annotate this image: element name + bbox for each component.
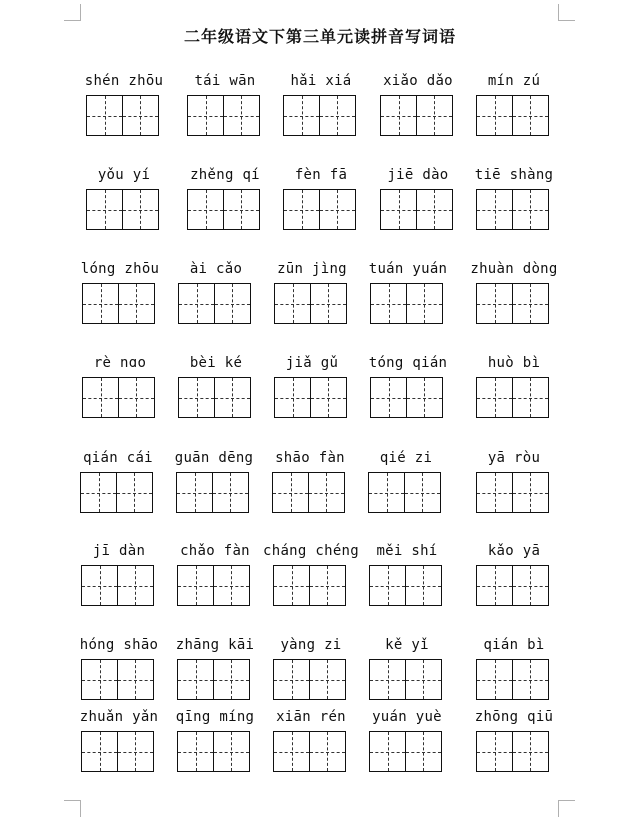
tianzige-cell[interactable] [309, 565, 346, 606]
tianzige-cell[interactable] [416, 189, 453, 230]
writing-boxes [80, 472, 153, 513]
tianzige-cell[interactable] [369, 659, 406, 700]
writing-boxes [476, 377, 549, 418]
tianzige-cell[interactable] [370, 283, 407, 324]
tianzige-cell[interactable] [406, 377, 443, 418]
tianzige-cell[interactable] [310, 377, 347, 418]
pinyin-label: kě yǐ [385, 637, 429, 653]
crop-mark-bottom-left [64, 800, 81, 817]
tianzige-cell[interactable] [405, 731, 442, 772]
tianzige-cell[interactable] [368, 472, 405, 513]
tianzige-cell[interactable] [82, 283, 119, 324]
tianzige-cell[interactable] [476, 731, 513, 772]
tianzige-cell[interactable] [177, 565, 214, 606]
writing-boxes [82, 377, 155, 418]
tianzige-cell[interactable] [308, 472, 345, 513]
writing-boxes [273, 565, 346, 606]
tianzige-cell[interactable] [512, 377, 549, 418]
writing-boxes [82, 283, 155, 324]
tianzige-cell[interactable] [86, 189, 123, 230]
pinyin-label: zhāng kāi [175, 637, 255, 653]
tianzige-cell[interactable] [512, 565, 549, 606]
writing-boxes [178, 377, 251, 418]
tianzige-cell[interactable] [476, 189, 513, 230]
pinyin-label: yuán yuè [372, 709, 442, 725]
writing-boxes [476, 472, 549, 513]
writing-boxes [476, 283, 549, 324]
pinyin-label: xiǎo dǎo [383, 73, 453, 89]
pinyin-label: qīng míng [175, 709, 255, 725]
tianzige-cell[interactable] [512, 731, 549, 772]
pinyin-label: chǎo fàn [180, 543, 250, 559]
tianzige-cell[interactable] [272, 472, 309, 513]
writing-boxes [283, 95, 356, 136]
tianzige-cell[interactable] [512, 95, 549, 136]
pinyin-label: kǎo yā [487, 543, 541, 559]
writing-boxes [476, 565, 549, 606]
pinyin-label: zhuǎn yǎn [79, 709, 159, 725]
pinyin-label: qián bì [483, 637, 545, 653]
writing-boxes [86, 95, 159, 136]
pinyin-label: ài cǎo [189, 261, 243, 277]
pinyin-label: lóng zhōu [80, 261, 160, 277]
writing-boxes [273, 659, 346, 700]
pinyin-label: shén zhōu [84, 73, 164, 89]
pinyin-label: jī dàn [92, 543, 146, 559]
tianzige-cell[interactable] [80, 472, 117, 513]
tianzige-cell[interactable] [476, 659, 513, 700]
tianzige-cell[interactable] [309, 659, 346, 700]
pinyin-label: měi shí [376, 543, 438, 559]
tianzige-cell[interactable] [187, 95, 224, 136]
pinyin-label: tuán yuán [368, 261, 448, 277]
tianzige-cell[interactable] [406, 283, 443, 324]
writing-boxes [369, 565, 442, 606]
tianzige-cell[interactable] [223, 189, 260, 230]
tianzige-cell[interactable] [416, 95, 453, 136]
writing-boxes [369, 731, 442, 772]
pinyin-label: hǎi xiá [290, 73, 352, 89]
tianzige-cell[interactable] [212, 472, 249, 513]
tianzige-cell[interactable] [187, 189, 224, 230]
word-row [0, 543, 640, 633]
tianzige-cell[interactable] [122, 189, 159, 230]
pinyin-label: fèn fā [294, 167, 348, 183]
tianzige-cell[interactable] [476, 283, 513, 324]
tianzige-cell[interactable] [283, 95, 320, 136]
word-row [0, 73, 640, 163]
writing-boxes [476, 189, 549, 230]
writing-boxes [283, 189, 356, 230]
writing-boxes [177, 731, 250, 772]
pinyin-label: zūn jìng [277, 261, 347, 277]
crop-mark-bottom-right [558, 800, 575, 817]
writing-boxes [178, 283, 251, 324]
tianzige-cell[interactable] [283, 189, 320, 230]
tianzige-cell[interactable] [178, 283, 215, 324]
pinyin-label: jiǎ gǔ [285, 355, 339, 371]
tianzige-cell[interactable] [214, 377, 251, 418]
tianzige-cell[interactable] [512, 472, 549, 513]
writing-boxes [81, 659, 154, 700]
writing-boxes [476, 659, 549, 700]
tianzige-cell[interactable] [319, 95, 356, 136]
writing-boxes [370, 283, 443, 324]
tianzige-cell[interactable] [369, 731, 406, 772]
tianzige-cell[interactable] [380, 95, 417, 136]
tianzige-cell[interactable] [273, 731, 310, 772]
tianzige-cell[interactable] [116, 472, 153, 513]
pinyin-label: tiē shàng [474, 167, 554, 183]
tianzige-cell[interactable] [476, 377, 513, 418]
tianzige-cell[interactable] [370, 377, 407, 418]
word-row [0, 355, 640, 445]
tianzige-cell[interactable] [512, 659, 549, 700]
tianzige-cell[interactable] [213, 731, 250, 772]
tianzige-cell[interactable] [512, 189, 549, 230]
pinyin-label: guān dēng [174, 450, 254, 466]
writing-boxes [273, 731, 346, 772]
tianzige-cell[interactable] [405, 659, 442, 700]
writing-boxes [81, 731, 154, 772]
writing-boxes [380, 95, 453, 136]
pinyin-label: qián cái [83, 450, 153, 466]
pinyin-label: xiān rén [276, 709, 346, 725]
tianzige-cell[interactable] [122, 95, 159, 136]
writing-boxes [86, 189, 159, 230]
tianzige-cell[interactable] [177, 659, 214, 700]
writing-boxes [370, 377, 443, 418]
tianzige-cell[interactable] [213, 659, 250, 700]
tianzige-cell[interactable] [213, 565, 250, 606]
word-row [0, 167, 640, 257]
writing-boxes [476, 95, 549, 136]
tianzige-cell[interactable] [274, 283, 311, 324]
page-title: 二年级语文下第三单元读拼音写词语 [183, 27, 456, 46]
tianzige-cell[interactable] [405, 565, 442, 606]
writing-boxes [81, 565, 154, 606]
tianzige-cell[interactable] [309, 731, 346, 772]
tianzige-cell[interactable] [177, 731, 214, 772]
tianzige-cell[interactable] [117, 659, 154, 700]
tianzige-cell[interactable] [512, 283, 549, 324]
tianzige-cell[interactable] [117, 731, 154, 772]
pinyin-label: jiē dào [387, 167, 449, 183]
crop-mark-top-right [558, 4, 575, 21]
tianzige-cell[interactable] [310, 283, 347, 324]
writing-boxes [187, 189, 260, 230]
pinyin-label: hóng shāo [79, 637, 159, 653]
writing-boxes [177, 659, 250, 700]
tianzige-cell[interactable] [82, 377, 119, 418]
tianzige-cell[interactable] [118, 377, 155, 418]
word-row [0, 709, 640, 799]
tianzige-cell[interactable] [86, 95, 123, 136]
tianzige-cell[interactable] [319, 189, 356, 230]
writing-boxes [380, 189, 453, 230]
pinyin-label: shāo fàn [275, 450, 345, 466]
writing-boxes [187, 95, 260, 136]
pinyin-label: cháng chéng [262, 543, 360, 559]
writing-boxes [176, 472, 249, 513]
tianzige-cell[interactable] [178, 377, 215, 418]
tianzige-cell[interactable] [369, 565, 406, 606]
writing-boxes [369, 659, 442, 700]
pinyin-label: bèi ké [189, 355, 243, 371]
tianzige-cell[interactable] [380, 189, 417, 230]
pinyin-label: mín zú [487, 73, 541, 89]
pinyin-label: zhōng qiū [474, 709, 554, 725]
pinyin-label: tái wān [194, 73, 256, 89]
writing-boxes [272, 472, 345, 513]
pinyin-label: yàng zi [280, 637, 342, 653]
tianzige-cell[interactable] [274, 377, 311, 418]
writing-boxes [476, 731, 549, 772]
tianzige-cell[interactable] [476, 95, 513, 136]
pinyin-label: tóng qián [368, 355, 448, 371]
crop-mark-top-left [64, 4, 81, 21]
tianzige-cell[interactable] [81, 731, 118, 772]
word-row [0, 450, 640, 540]
tianzige-cell[interactable] [117, 565, 154, 606]
tianzige-cell[interactable] [273, 565, 310, 606]
pinyin-label: yā ròu [487, 450, 541, 466]
pinyin-label: zhuàn dòng [470, 261, 558, 277]
writing-boxes [274, 283, 347, 324]
pinyin-label: qié zi [379, 450, 433, 466]
writing-boxes [368, 472, 441, 513]
pinyin-label: huò bì [487, 355, 541, 371]
tianzige-cell[interactable] [476, 565, 513, 606]
writing-boxes [274, 377, 347, 418]
tianzige-cell[interactable] [223, 95, 260, 136]
writing-boxes [177, 565, 250, 606]
tianzige-cell[interactable] [118, 283, 155, 324]
tianzige-cell[interactable] [214, 283, 251, 324]
tianzige-cell[interactable] [81, 659, 118, 700]
pinyin-label: rè nɑo [93, 355, 147, 371]
tianzige-cell[interactable] [273, 659, 310, 700]
tianzige-cell[interactable] [176, 472, 213, 513]
pinyin-label: zhěng qí [190, 167, 260, 183]
pinyin-label: yǒu yí [97, 167, 151, 183]
tianzige-cell[interactable] [81, 565, 118, 606]
tianzige-cell[interactable] [404, 472, 441, 513]
tianzige-cell[interactable] [476, 472, 513, 513]
word-row [0, 261, 640, 351]
